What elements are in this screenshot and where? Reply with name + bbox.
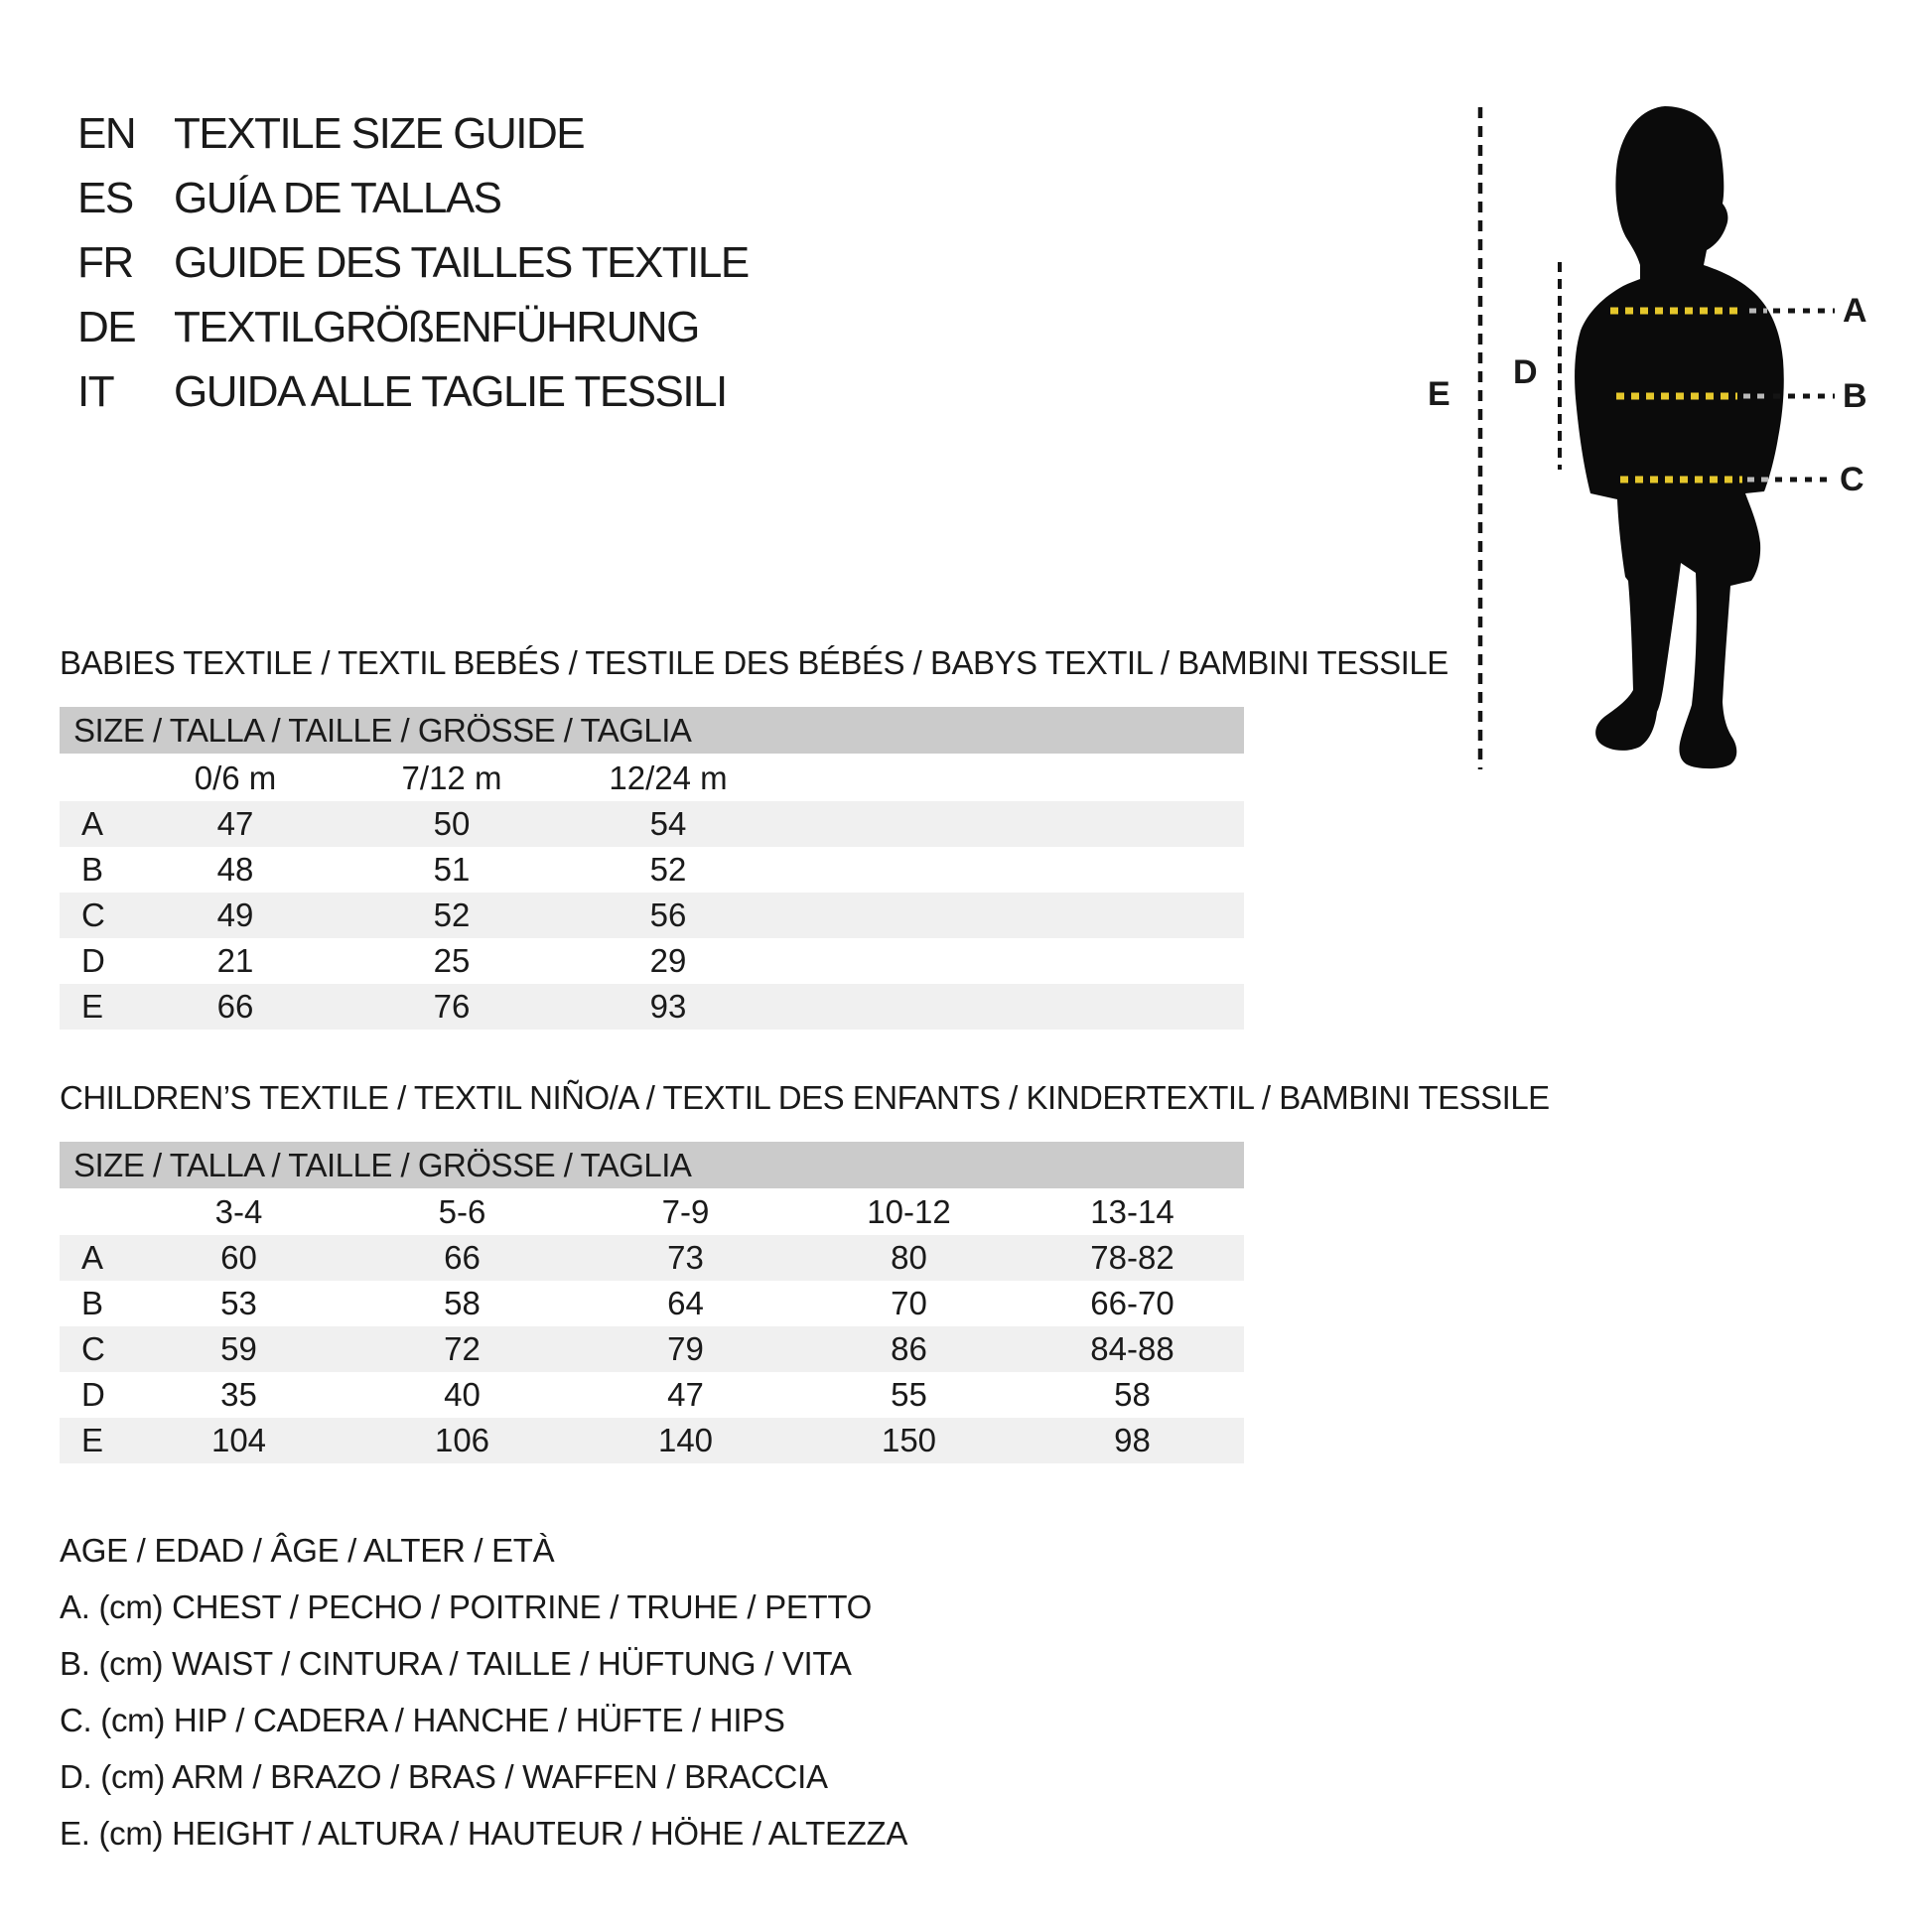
cell-value: 84-88 <box>1090 1330 1174 1367</box>
cell-value: 48 <box>216 851 254 888</box>
row-letter: B <box>81 851 104 888</box>
language-code: IT <box>77 367 114 416</box>
language-code: FR <box>77 238 133 287</box>
arm-label-d: D <box>1513 353 1538 391</box>
legend-height-line: E. (cm) HEIGHT / ALTURA / HAUTEUR / HÖHE / ALTEZZA <box>60 1815 908 1852</box>
size-header-label: SIZE / TALLA / TAILLE / GRÖSSE / TAGLIA <box>73 1147 692 1183</box>
legend-age-line: AGE / EDAD / ÂGE / ALTER / ETÀ <box>60 1532 555 1569</box>
language-title: GUIDA ALLE TAGLIE TESSILI <box>174 367 727 416</box>
children-section-heading: CHILDREN’S TEXTILE / TEXTIL NIÑO/A / TEXTIL DES ENFANTS / KINDERTEXTIL / BAMBINI TESSILE <box>60 1079 1550 1116</box>
cell-value: 59 <box>220 1330 257 1367</box>
row-letter: E <box>81 988 104 1025</box>
language-code: DE <box>77 303 136 351</box>
cell-value: 150 <box>881 1422 937 1458</box>
cell-value: 52 <box>433 897 471 933</box>
row-letter: B <box>81 1285 104 1321</box>
language-row-it <box>77 368 727 416</box>
children-size-header-bar <box>60 1142 1244 1188</box>
language-row-en <box>77 110 584 158</box>
language-row-de <box>77 304 699 351</box>
column-header: 12/24 m <box>609 759 728 796</box>
table-row <box>60 1281 1244 1326</box>
cell-value: 52 <box>649 851 687 888</box>
chest-label-a: A <box>1843 292 1867 330</box>
cell-value: 55 <box>891 1376 927 1413</box>
column-header: 7/12 m <box>401 759 502 796</box>
size-header-label: SIZE / TALLA / TAILLE / GRÖSSE / TAGLIA <box>73 712 692 749</box>
cell-value: 54 <box>649 805 687 842</box>
row-letter: A <box>81 1239 104 1276</box>
cell-value: 66-70 <box>1090 1285 1174 1321</box>
cell-value: 78-82 <box>1090 1239 1174 1276</box>
cell-value: 58 <box>1114 1376 1151 1413</box>
language-row-es <box>77 175 501 222</box>
table-row <box>60 1372 1244 1418</box>
cell-value: 49 <box>216 897 254 933</box>
legend-waist-line: B. (cm) WAIST / CINTURA / TAILLE / HÜFTUNG / VITA <box>60 1645 852 1682</box>
language-code: ES <box>77 174 133 222</box>
cell-value: 56 <box>649 897 687 933</box>
cell-value: 58 <box>444 1285 481 1321</box>
column-header: 7-9 <box>661 1193 710 1230</box>
legend-chest-line: A. (cm) CHEST / PECHO / POITRINE / TRUHE / PETTO <box>60 1588 873 1625</box>
cell-value: 47 <box>667 1376 704 1413</box>
cell-value: 73 <box>667 1239 704 1276</box>
column-header: 0/6 m <box>194 759 277 796</box>
cell-value: 80 <box>891 1239 927 1276</box>
cell-value: 140 <box>657 1422 714 1458</box>
table-header-row <box>60 755 1244 801</box>
cell-value: 25 <box>433 942 471 979</box>
table-row <box>60 1418 1244 1463</box>
cell-value: 98 <box>1114 1422 1151 1458</box>
cell-value: 29 <box>649 942 687 979</box>
babies-section-heading: BABIES TEXTILE / TEXTIL BEBÉS / TESTILE DES BÉBÉS / BABYS TEXTIL / BAMBINI TESSILE <box>60 644 1449 681</box>
cell-value: 79 <box>667 1330 704 1367</box>
cell-value: 50 <box>433 805 471 842</box>
language-code: EN <box>77 109 136 158</box>
cell-value: 70 <box>891 1285 927 1321</box>
cell-value: 35 <box>220 1376 257 1413</box>
row-letter: C <box>81 897 105 933</box>
cell-value: 104 <box>210 1422 267 1458</box>
table-row <box>60 938 1244 984</box>
cell-value: 66 <box>216 988 254 1025</box>
table-row <box>60 984 1244 1030</box>
language-title: GUIDE DES TAILLES TEXTILE <box>174 238 749 287</box>
cell-value: 86 <box>891 1330 927 1367</box>
cell-value: 40 <box>444 1376 481 1413</box>
language-title: GUÍA DE TALLAS <box>174 174 501 222</box>
language-row-fr <box>77 239 749 287</box>
cell-value: 66 <box>444 1239 481 1276</box>
table-row <box>60 893 1244 938</box>
language-title: TEXTILGRÖßENFÜHRUNG <box>174 303 699 351</box>
child-silhouette-diagram <box>1390 79 1926 814</box>
table-row <box>60 1235 1244 1281</box>
column-header: 5-6 <box>438 1193 486 1230</box>
waist-label-b: B <box>1843 377 1867 415</box>
child-silhouette <box>1575 106 1784 768</box>
row-letter: C <box>81 1330 105 1367</box>
table-header-row <box>60 1188 1244 1235</box>
row-letter: A <box>81 805 104 842</box>
row-letter: D <box>81 942 105 979</box>
table-row <box>60 801 1244 847</box>
column-header: 10-12 <box>867 1193 951 1230</box>
cell-value: 72 <box>444 1330 481 1367</box>
legend-arm-line: D. (cm) ARM / BRAZO / BRAS / WAFFEN / BRACCIA <box>60 1758 828 1795</box>
cell-value: 53 <box>220 1285 257 1321</box>
row-letter: D <box>81 1376 105 1413</box>
hip-label-c: C <box>1840 461 1864 498</box>
row-letter: E <box>81 1422 104 1458</box>
babies-size-header-bar <box>60 707 1244 754</box>
children-size-table <box>60 1188 1244 1463</box>
language-title: TEXTILE SIZE GUIDE <box>174 109 585 158</box>
legend-hip-line: C. (cm) HIP / CADERA / HANCHE / HÜFTE / HIPS <box>60 1702 785 1738</box>
babies-size-table <box>60 755 1244 1030</box>
cell-value: 60 <box>220 1239 257 1276</box>
column-header: 13-14 <box>1090 1193 1174 1230</box>
cell-value: 93 <box>649 988 687 1025</box>
cell-value: 51 <box>433 851 471 888</box>
column-header: 3-4 <box>214 1193 263 1230</box>
table-row <box>60 847 1244 893</box>
table-row <box>60 1326 1244 1372</box>
height-label-e: E <box>1428 375 1450 413</box>
cell-value: 106 <box>434 1422 490 1458</box>
cell-value: 76 <box>433 988 471 1025</box>
cell-value: 47 <box>216 805 254 842</box>
cell-value: 64 <box>667 1285 704 1321</box>
cell-value: 21 <box>216 942 254 979</box>
